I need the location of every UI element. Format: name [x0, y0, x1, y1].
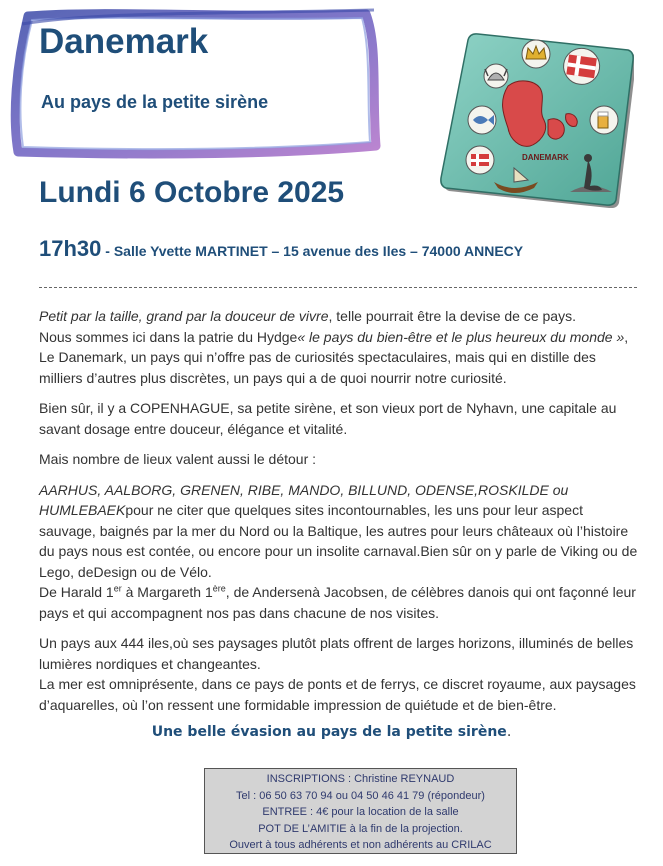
tagline-text: Une belle évasion au pays de la petite sirène: [151, 724, 507, 740]
people-c: , de Andersenà Jacobsen, de célèbres danois qui ont façonné leur pays et qui accompagnent nos pas dans chacune de nos visites.: [39, 584, 636, 621]
cities-text: pour ne citer que quelques sites incontournables, les uns pour leur aspect sauvage, baignés par la mer du Nord ou la Baltique, les autres pour leurs châteaux où l’histoire du pays nous est contée, ou encore pour un insolite carnaval.Bien sûr on y parle de Viking ou de Lego, deDesign ou de Vélo.: [39, 502, 638, 580]
paragraph-hydge: [39, 327, 643, 348]
paragraph-copenhague: Bien sûr, il y a COPENHAGUE, sa petite sirène, et son vieux port de Nyhavn, une capitale au savant dosage entre douceur, élégance et vitalité.: [39, 400, 617, 437]
paragraph-people: [39, 582, 643, 623]
info-entree: ENTREE : 4€ pour la location de la salle: [262, 806, 459, 818]
crown-icon: [522, 40, 550, 68]
event-description: [39, 306, 643, 715]
hydge-quote: « le pays du bien-être et le plus heureux du monde »: [297, 328, 625, 345]
paragraph-danemark: Le Danemark, un pays qui n’offre pas de curiosités spectaculaires, mais qui en distille des milliers d’autres plus discrètes, un pays qui a de quoi nourrir notre curiosité.: [39, 349, 596, 386]
event-location: - Salle Yvette MARTINET – 15 avenue des Iles – 74000 ANNECY: [101, 243, 524, 259]
intro-italic: Petit par la taille, grand par la douceur de vivre: [39, 308, 329, 324]
viking-helmet-icon: [484, 64, 508, 88]
paragraph-intro: [39, 306, 643, 327]
event-time: 17h30: [39, 236, 102, 261]
info-phone: Tel : 06 50 63 70 94 ou 04 50 46 41 79 (répondeur): [236, 789, 485, 802]
danish-flag-icon-2: [466, 146, 494, 174]
tagline: [0, 724, 663, 740]
paragraph-iles: Un pays aux 444 iles,où ses paysages plutôt plats offrent de larges horizons, illuminés de belles lumières nordiques et changeantes.: [39, 635, 634, 672]
map-label: DANEMARK: [522, 153, 569, 162]
cities-list: AARHUS, AALBORG, GRENEN, RIBE, MANDO, BILLUND, ODENSE,ROSKILDE ou HUMLEBAEK: [39, 481, 569, 518]
paragraph-mer: La mer est omniprésente, dans ce pays de ponts et de ferrys, ce discret royaume, aux paysages d’aquarelles, où l’on ressent une formidable impression de quiétude et de bien-être.: [39, 676, 636, 713]
paragraph-detour: Mais nombre de lieux valent aussi le détour :: [39, 451, 317, 467]
people-sup1: er: [113, 583, 122, 594]
paragraph-cities: [39, 480, 643, 583]
hydge-text: Nous sommes ici dans la patrie du Hydge: [39, 328, 298, 345]
registration-info-box: [204, 768, 517, 854]
separator: [39, 287, 637, 288]
page-subtitle: Au pays de la petite sirène: [41, 92, 269, 112]
tagline-end: .: [506, 724, 512, 740]
hydge-end: ,: [624, 328, 629, 345]
page-title: Danemark: [39, 22, 209, 61]
people-a: De Harald 1: [39, 584, 114, 600]
event-venue: [39, 236, 523, 262]
people-sup2: ère: [212, 583, 226, 594]
intro-text: , telle pourrait être la devise de ce pays.: [328, 308, 576, 324]
beer-icon: [590, 106, 618, 134]
fish-icon: [468, 106, 496, 134]
people-b: à Margareth 1: [121, 584, 213, 600]
denmark-map-image: [438, 28, 634, 208]
event-date: Lundi 6 Octobre 2025: [39, 176, 345, 209]
denmark-map-illustration: [438, 28, 634, 208]
info-inscriptions: INSCRIPTIONS : Christine REYNAUD: [266, 773, 455, 785]
info-ouvert: Ouvert à tous adhérents et non adhérents au CRILAC: [229, 839, 492, 851]
info-pot: POT DE L’AMITIE à la fin de la projection.: [258, 822, 463, 835]
